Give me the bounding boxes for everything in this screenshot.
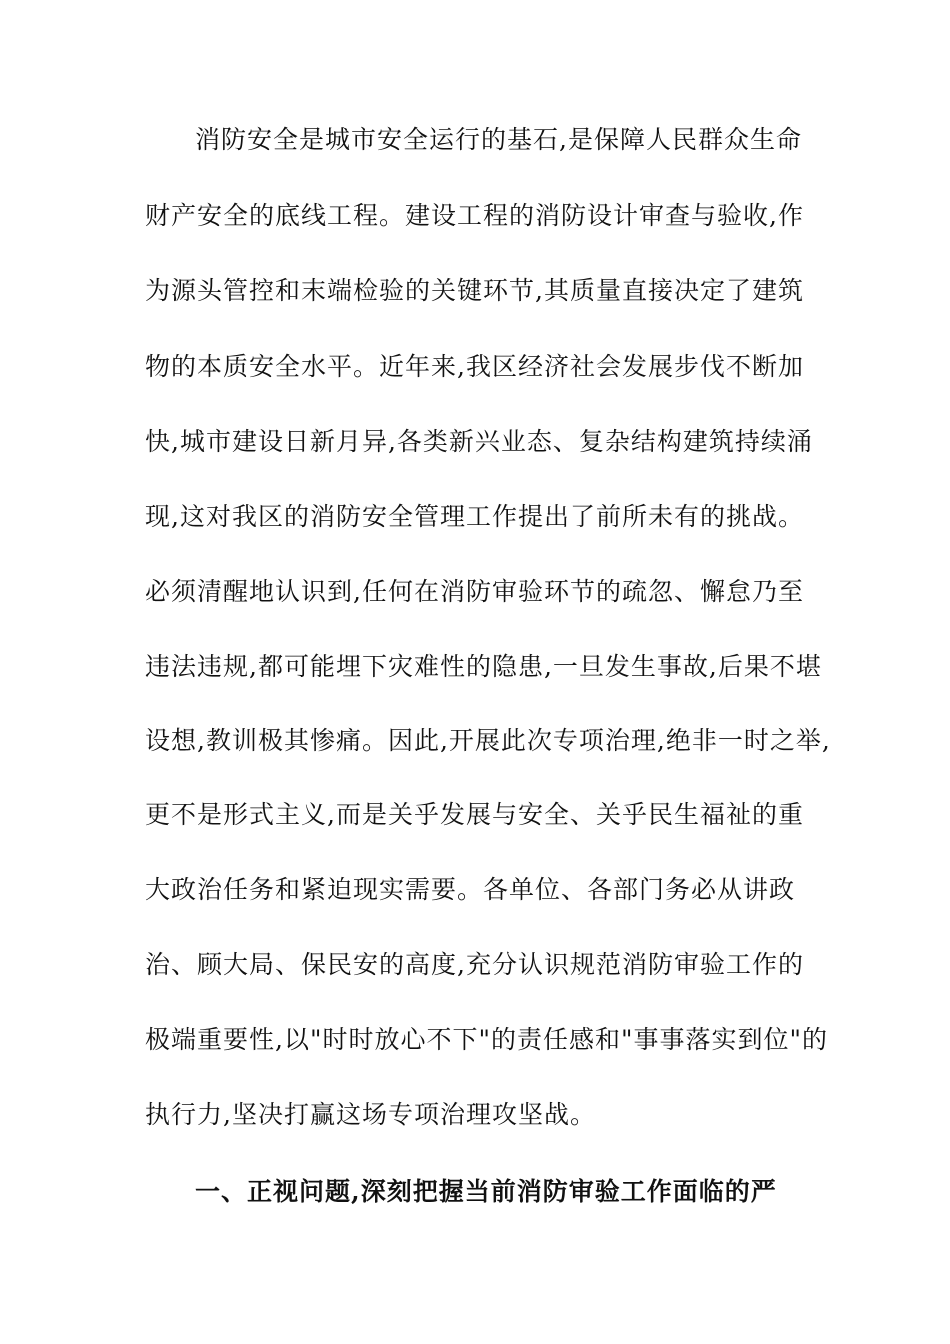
paragraph-line: 物的本质安全水平。近年来,我区经济社会发展步伐不断加 xyxy=(145,352,804,381)
paragraph-line: 治、顾大局、保民安的高度,充分认识规范消防审验工作的 xyxy=(145,950,804,979)
paragraph-line: 财产安全的底线工程。建设工程的消防设计审查与验收,作 xyxy=(145,201,804,230)
paragraph-line: 快,城市建设日新月异,各类新兴业态、复杂结构建筑持续涌 xyxy=(145,427,813,456)
paragraph-line: 违法违规,都可能埋下灾难性的隐患,一旦发生事故,后果不堪 xyxy=(145,652,822,681)
paragraph-line: 现,这对我区的消防安全管理工作提出了前所未有的挑战。 xyxy=(145,502,804,531)
paragraph-line: 为源头管控和末端检验的关键环节,其质量直接决定了建筑 xyxy=(145,276,804,305)
paragraph-line: 设想,教训极其惨痛。因此,开展此次专项治理,绝非一时之举, xyxy=(145,726,831,755)
paragraph-line: 必须清醒地认识到,任何在消防审验环节的疏忽、懈怠乃至 xyxy=(145,577,804,606)
section-heading: 一、正视问题,深刻把握当前消防审验工作面临的严 xyxy=(195,1177,777,1206)
paragraph-line: 更不是形式主义,而是关乎发展与安全、关乎民生福祉的重 xyxy=(145,800,804,829)
paragraph-line: 执行力,坚决打赢这场专项治理攻坚战。 xyxy=(145,1100,596,1129)
paragraph-line: 极端重要性,以"时时放心不下"的责任感和"事事落实到位"的 xyxy=(145,1025,828,1054)
paragraph-line: 大政治任务和紧迫现实需要。各单位、各部门务必从讲政 xyxy=(145,875,796,904)
paragraph-line: 消防安全是城市安全运行的基石,是保障人民群众生命 xyxy=(195,125,802,154)
